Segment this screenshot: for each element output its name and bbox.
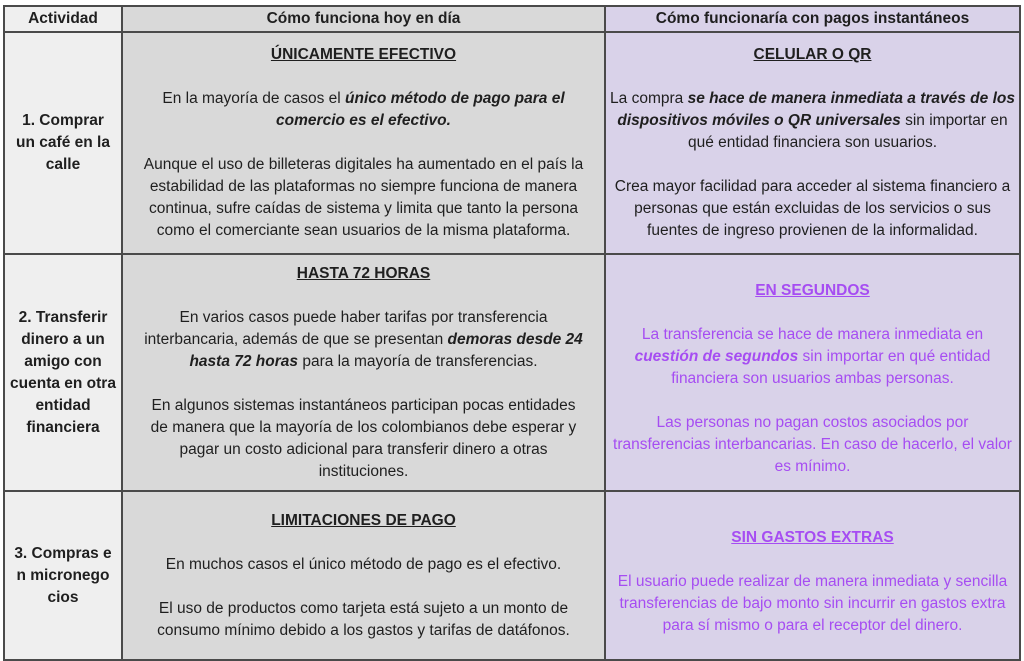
activity-cell <box>4 491 122 660</box>
instant-paragraph-1: La compra se hace de manera inmediata a través de los dispositivos móviles o QR universales sin importar en qué entidad financiera son usuarios. <box>610 90 1015 151</box>
today-cell <box>122 32 605 254</box>
today-title: ÚNICAMENTE EFECTIVO <box>270 46 457 63</box>
today-title: HASTA 72 HORAS <box>296 264 431 282</box>
header-activity: Actividad <box>4 6 122 32</box>
today-paragraph-1: En varios casos puede haber tarifas por transferencia interbancaria, además de que se presentan demoras desde 24 hasta 72 horas para la mayoría de transferencias. <box>144 308 583 370</box>
instant-cell <box>605 32 1020 254</box>
activity-cell <box>4 254 122 491</box>
today-title: LIMITACIONES DE PAGO <box>271 511 456 529</box>
instant-paragraph-2: Las personas no pagan costos asociados por transferencias interbancarias. En caso de hacerlo, el valor es mínimo. <box>613 413 1012 475</box>
today-paragraph-2: En algunos sistemas instantáneos participan pocas entidades de manera que la mayoría de los colombianos debe esperar y pagar un costo adicional para transferir dinero a otras instituciones. <box>150 396 577 480</box>
today-paragraph-2: Aunque el uso de billeteras digitales ha aumentado en el país la estabilidad de las plataformas no siempre funciona de manera continua, sufre caídas de sistema y limita que tanto la persona como el comerciante sean usuarios de la misma plataforma. <box>143 156 584 239</box>
today-paragraph-1: En muchos casos el único método de pago es el efectivo. <box>165 555 562 573</box>
instant-cell <box>605 254 1020 491</box>
today-cell <box>122 254 605 491</box>
activity-label: 2. Transferir dinero a un amigo con cuenta en otra entidad financiera <box>10 308 116 436</box>
activity-label: 3. Compras en micronegocios <box>14 544 112 606</box>
today-paragraph-2: El uso de productos como tarjeta está sujeto a un monto de consumo mínimo debido a los gastos y tarifas de datáfonos. <box>157 599 570 639</box>
comparison-table <box>3 5 1021 661</box>
instant-title: SIN GASTOS EXTRAS <box>731 528 894 546</box>
header-row <box>4 6 1020 32</box>
activity-cell <box>4 32 122 254</box>
table-row <box>4 254 1020 491</box>
instant-paragraph-2: Crea mayor facilidad para acceder al sistema financiero a personas que están excluidas de los servicios o sus fuentes de ingreso provienen de la informalidad. <box>614 178 1011 239</box>
table-row <box>4 32 1020 254</box>
instant-paragraph-1: La transferencia se hace de manera inmediata en cuestión de segundos sin importar en qué entidad financiera son usuarios ambas personas. <box>634 325 991 387</box>
instant-cell <box>605 491 1020 660</box>
instant-paragraph-1: El usuario puede realizar de manera inmediata y sencilla transferencias de bajo monto sin incurrir en gastos extra para sí mismo o para el receptor del dinero. <box>617 572 1008 634</box>
activity-label: 1. Comprar un café en la calle <box>16 112 110 173</box>
table-row <box>4 491 1020 660</box>
today-paragraph-1: En la mayoría de casos el único método de pago para el comercio es el efectivo. <box>162 90 565 129</box>
today-cell <box>122 491 605 660</box>
header-today: Cómo funciona hoy en día <box>122 6 605 32</box>
instant-title: CELULAR O QR <box>753 46 872 63</box>
instant-title: EN SEGUNDOS <box>755 281 870 299</box>
header-instant: Cómo funcionaría con pagos instantáneos <box>605 6 1020 32</box>
